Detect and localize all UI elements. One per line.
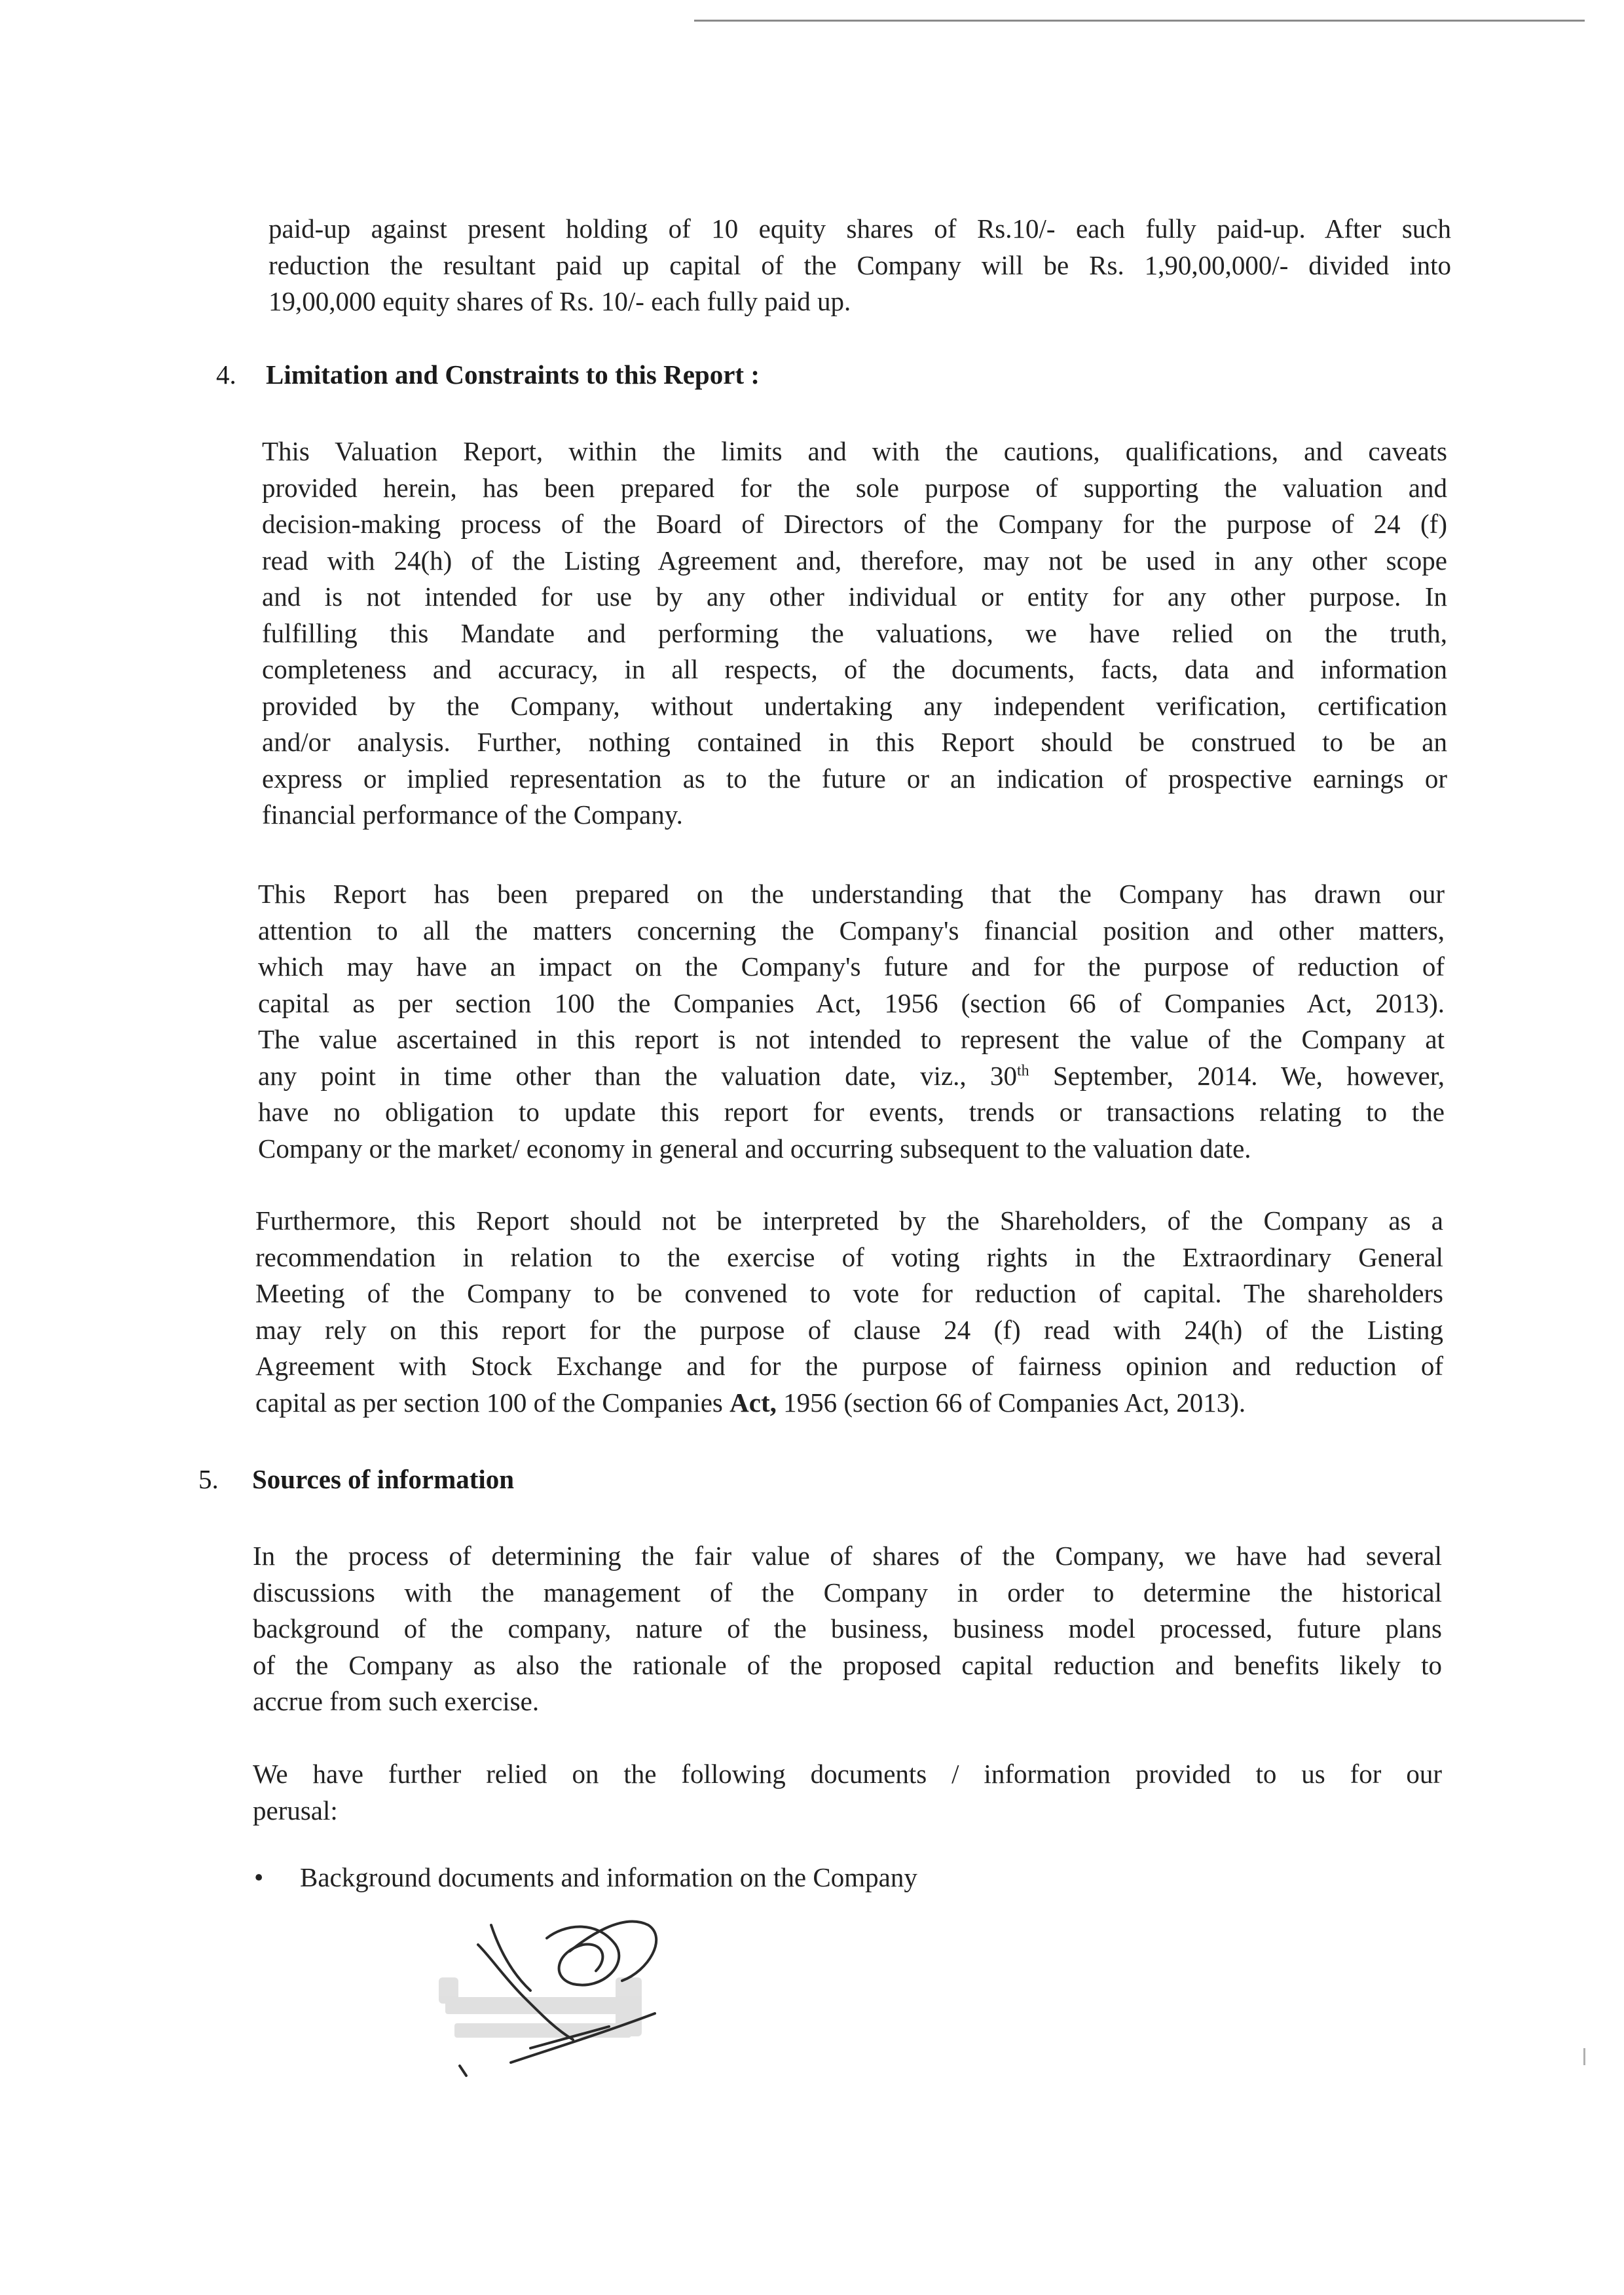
top-rule — [694, 20, 1585, 22]
text-line: Furthermore, this Report should not be interpreted by the Shareholders, of the Company as a — [255, 1205, 1443, 1236]
section-4-paragraph-1 — [262, 433, 1447, 834]
text-line: may rely on this report for the purpose of clause 24 (f) read with 24(h) of the Listing — [255, 1314, 1443, 1345]
text-line: Meeting of the Company to be convened to vote for reduction of capital. The shareholders — [255, 1278, 1443, 1308]
text-line: We have further relied on the following documents / information provided to us for our — [253, 1759, 1442, 1789]
text-line: Agreement with Stock Exchange and for the purpose of fairness opinion and reduction of — [255, 1351, 1443, 1381]
section-5-heading — [198, 1461, 514, 1497]
text-line: of the Company as also the rationale of the proposed capital reduction and benefits likely to — [253, 1649, 1442, 1680]
text-line: fulfilling this Mandate and performing the valuations, we have relied on the truth, — [262, 617, 1447, 648]
list-item — [254, 1860, 917, 1896]
section-number: 5. — [198, 1464, 219, 1494]
bullet-icon: • — [254, 1862, 264, 1892]
valuation-date-line — [258, 1058, 1445, 1095]
text-fragment: any point in time other than the valuation date, viz., 30 — [258, 1060, 1017, 1091]
section-4-paragraph-3 — [255, 1203, 1443, 1421]
text-line — [255, 1385, 1443, 1422]
text-line: perusal: — [253, 1795, 338, 1826]
text-line: and/or analysis. Further, nothing contained in this Report should be construed to be an — [262, 727, 1447, 757]
text-fragment: September, 2014. We, however, — [1029, 1060, 1445, 1091]
text-line: provided herein, has been prepared for the sole purpose of supporting the valuation and — [262, 472, 1447, 503]
text-line: background of the company, nature of the business, business model processed, future plans — [253, 1613, 1442, 1643]
text-line: discussions with the management of the Company in order to determine the historical — [253, 1577, 1442, 1607]
section-4-heading — [216, 357, 760, 393]
text-line: capital as per section 100 the Companies Act, 1956 (section 66 of Companies Act, 2013). — [258, 987, 1445, 1018]
text-line: paid-up against present holding of 10 equity shares of Rs.10/- each fully paid-up. After such — [268, 213, 1451, 244]
text-line: Company or the market/ economy in general and occurring subsequent to the valuation date. — [258, 1133, 1251, 1164]
bold-fragment: Act, — [729, 1387, 777, 1418]
handwritten-signature-with-stamp-icon — [432, 1899, 720, 2095]
text-line: In the process of determining the fair value of shares of the Company, we have had several — [253, 1541, 1442, 1571]
text-fragment: capital as per section 100 of the Companies — [255, 1387, 730, 1418]
text-line: have no obligation to update this report for events, trends or transactions relating to the — [258, 1097, 1445, 1127]
section-5-paragraph-2 — [253, 1756, 1442, 1829]
section-5-paragraph-1 — [253, 1538, 1442, 1720]
text-line: reduction the resultant paid up capital of the Company will be Rs. 1,90,00,000/- divided into — [268, 249, 1451, 280]
margin-mark — [1583, 2048, 1585, 2065]
section-number: 4. — [216, 359, 236, 390]
text-line: completeness and accuracy, in all respects, of the documents, facts, data and information — [262, 654, 1447, 684]
text-line: read with 24(h) of the Listing Agreement and, therefore, may not be used in any other scope — [262, 545, 1447, 576]
continuation-paragraph — [268, 211, 1451, 320]
text-line: attention to all the matters concerning the Company's financial position and other matters, — [258, 915, 1445, 946]
text-line: decision-making process of the Board of Directors of the Company for the purpose of 24 (f) — [262, 509, 1447, 539]
text-line: financial performance of the Company. — [262, 799, 683, 830]
ordinal-suffix: th — [1017, 1061, 1029, 1079]
text-line: 19,00,000 equity shares of Rs. 10/- each fully paid up. — [268, 286, 851, 316]
text-line: recommendation in relation to the exercise of voting rights in the Extraordinary General — [255, 1241, 1443, 1272]
text-line: accrue from such exercise. — [253, 1686, 540, 1716]
section-4-paragraph-2 — [258, 876, 1445, 1167]
text-line: and is not intended for use by any other individual or entity for any other purpose. In — [262, 581, 1447, 612]
text-line: This Valuation Report, within the limits and with the cautions, qualifications, and caveats — [262, 436, 1447, 466]
text-line: provided by the Company, without undertaking any independent verification, certification — [262, 690, 1447, 721]
text-fragment: 1956 (section 66 of Companies Act, 2013). — [776, 1387, 1246, 1418]
text-line: The value ascertained in this report is not intended to represent the value of the Company at — [258, 1024, 1445, 1054]
text-line: express or implied representation as to the future or an indication of prospective earnings or — [262, 763, 1447, 794]
section-title: Limitation and Constraints to this Report : — [266, 359, 760, 390]
list-item-text: Background documents and information on the Company — [300, 1862, 917, 1892]
text-line: This Report has been prepared on the understanding that the Company has drawn our — [258, 879, 1445, 909]
section-title: Sources of information — [252, 1464, 515, 1494]
text-line: which may have an impact on the Company's future and for the purpose of reduction of — [258, 951, 1445, 982]
